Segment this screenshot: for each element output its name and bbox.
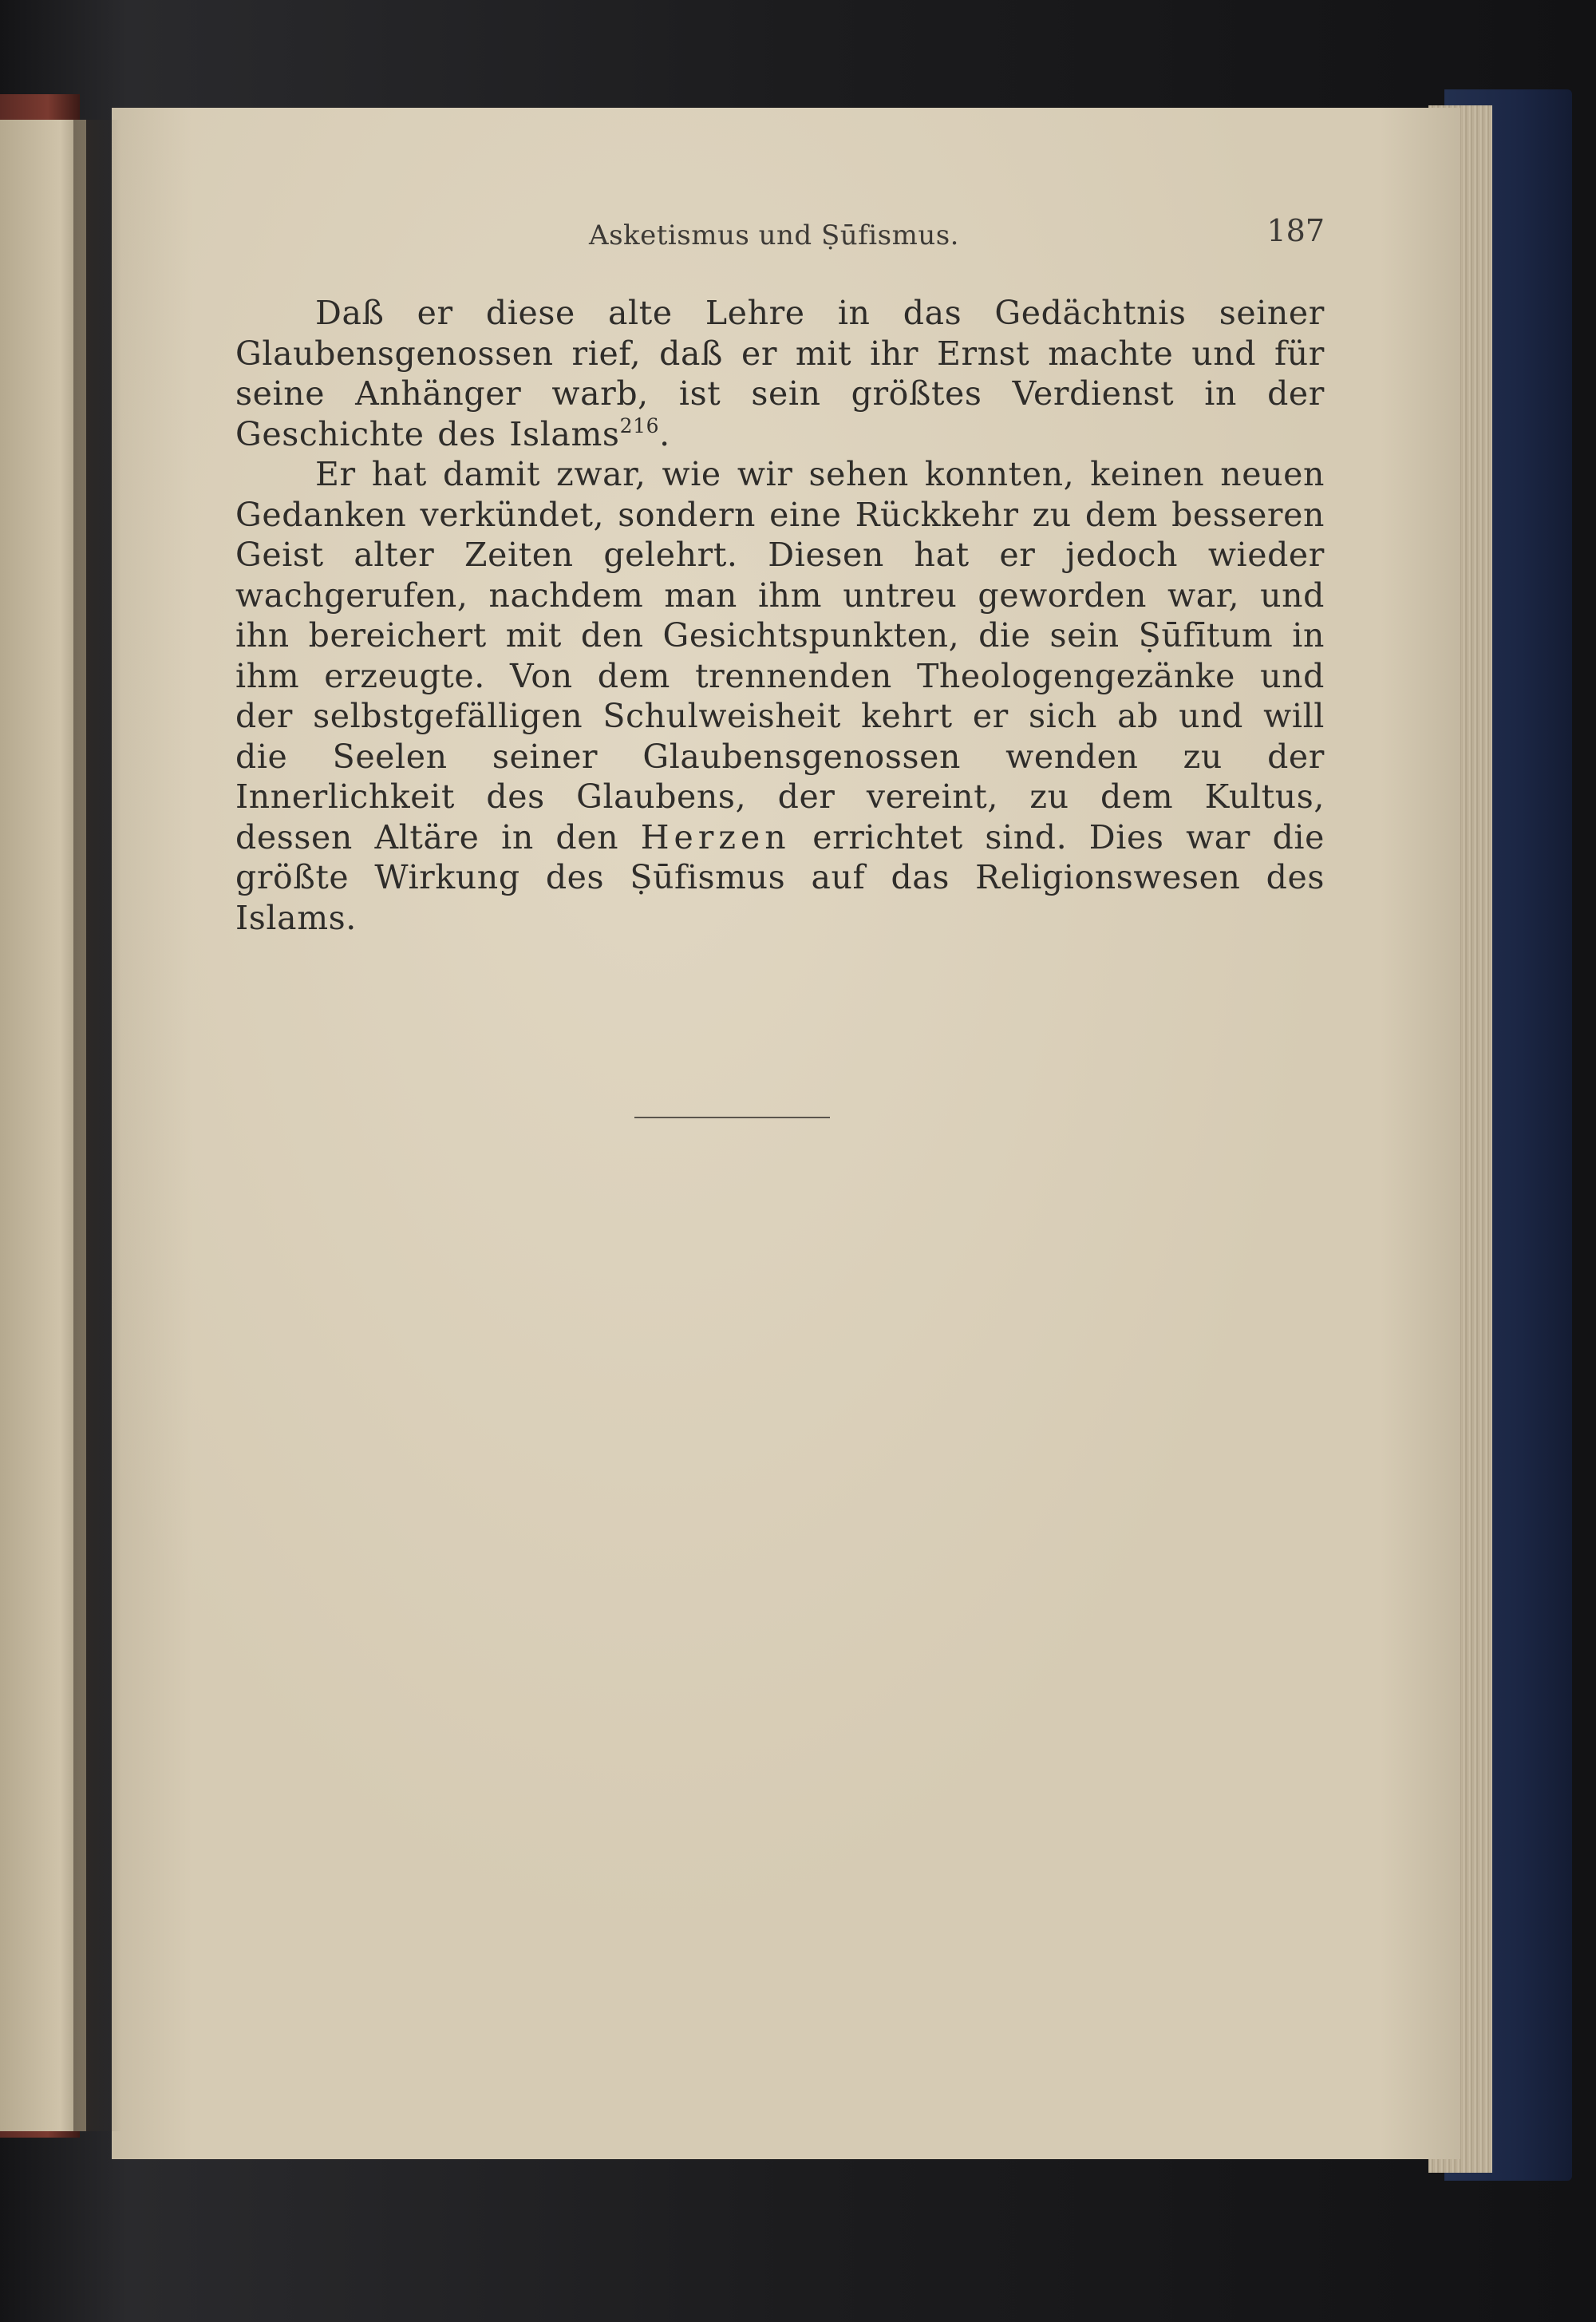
- paragraph-1: [235, 293, 1325, 454]
- spaced-emphasis: Herzen: [640, 817, 791, 856]
- paragraph-1-text: Daß er diese alte Lehre in das Gedächtnis seiner Glaubensgenossen rief, daß er mit ihr Ernst machte und für seine Anhänger warb, ist sein größtes Verdienst in der Geschichte des Islams: [235, 294, 1325, 453]
- page-number: 187: [1266, 213, 1325, 248]
- running-head: [112, 213, 1460, 267]
- footnote-reference: 216: [619, 413, 660, 437]
- paragraph-2: [235, 454, 1325, 938]
- running-title: Asketismus und Ṣūfismus.: [589, 220, 959, 251]
- paragraph-1-end: .: [659, 414, 670, 453]
- body-text: [235, 293, 1325, 938]
- paragraph-2-text: Er hat damit zwar, wie wir sehen konnten, keinen neuen Gedanken verkündet, sondern eine Rückkehr zu dem besseren Geist alter Zeiten gelehrt. Diesen hat er jedoch wieder wachgerufen, nachdem man ihm untreu geworden war, und ihn bereichert mit den Gesichtspunkten, die sein Ṣūfītum in ihm erzeugte. Von dem trennenden Theologengezänke und der selbstgefälligen Schulweisheit kehrt er sich ab und will die Seelen seiner Glaubensgenossen wenden zu der Innerlichkeit des Glaubens, der vereint, zu dem Kultus, dessen Altäre in den: [235, 455, 1325, 856]
- gutter-shadow: [73, 120, 121, 2131]
- section-end-rule: [634, 1117, 830, 1118]
- paragraph-2-text-end: errichtet sind. Dies war die größte Wirkung des Ṣūfismus auf das Religionswesen des Islams.: [235, 817, 1325, 937]
- recto-page: [112, 108, 1460, 2159]
